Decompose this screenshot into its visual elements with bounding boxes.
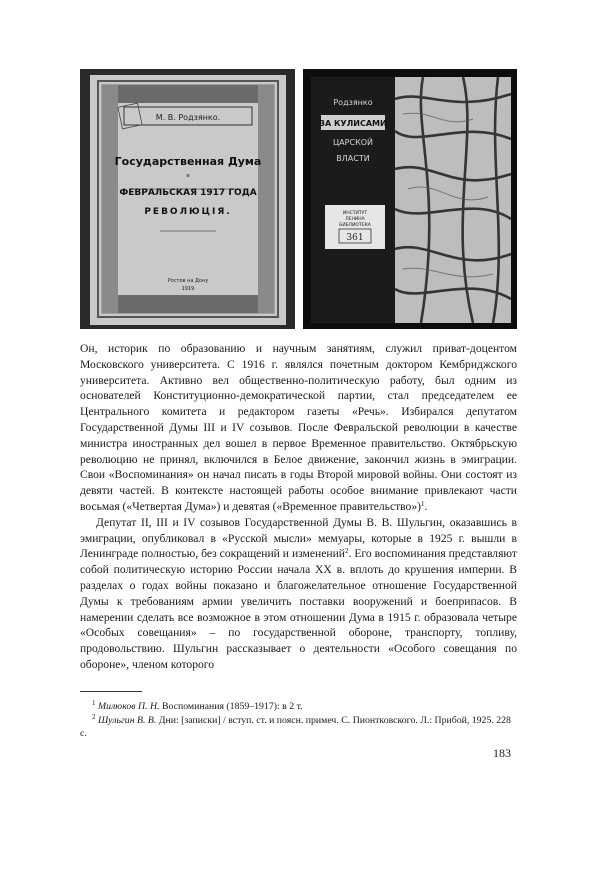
cover-right-title-line2: ЦАРСКОЙ bbox=[332, 138, 374, 147]
cover-left-place: Ростов на Дону bbox=[167, 278, 209, 284]
paragraph-1-text: Он, историк по образованию и научным занятиям, служил приват-доцентом Московского университета. С 1916 г. являлся почетным доктором Кембриджского университета. Активно вел общественно-политическую работу, был одним из основателей Конституционно-демократической партии, стал председателем ее Центрального комитета и редактором газеты «Речь». Избирался депутатом Государственной Думы III и IV созывов. После Февральской революции в качестве министра иностранных дел вошел в первое Временное правительство. Октябрьскую революцию не принял, включился в Белое движение, закончил жизнь в эмиграции. Свои «Воспоминания» он начал писать в годы Второй мировой войны. Они состоят из девяти частей. В контексте настоящей работы особое внимание привлекают части восьмая («Четвертая Дума») и девятая («Временное правительство») bbox=[80, 342, 517, 513]
paragraph-2-text-b: . Его воспоминания представляют собой политическую историю России начала XX в. вплоть до крушения империи. В разделах о годах войны показано и благожелательное отношение Государственной Думы к требованиям армии увеличить поставки вооружений и боеприпасов. В намерении сделать все возможное в этом отношении Дума в 1915 г. образовала четыре «Особых совещания» – по государственной обороне, транспорту, топливу, продовольствию. Шульгин рассказывает о деятельности «Особого совещания по обороне», членом которого bbox=[80, 547, 517, 671]
cover-right-label-number: 361 bbox=[346, 233, 364, 243]
footnote-2 bbox=[80, 714, 517, 741]
cover-left-author: М. В. Родзянко. bbox=[155, 113, 221, 122]
cover-right-title-line1: ЗА КУЛИСАМИ bbox=[319, 119, 387, 128]
footnote-1-text: Воспоминания (1859–1917): в 2 т. bbox=[159, 701, 303, 712]
footnote-ref-2: 2 bbox=[345, 547, 349, 556]
cover-right-label-line3: БИБЛИОТЕКА bbox=[339, 223, 371, 228]
cover-left-title-line3: РЕВОЛЮЦІЯ. bbox=[144, 207, 232, 217]
footnote-1-number: 1 bbox=[92, 699, 96, 707]
paragraph-1 bbox=[80, 341, 517, 515]
body-text bbox=[80, 341, 517, 673]
paragraph-2 bbox=[80, 515, 517, 673]
page-number: 183 bbox=[493, 746, 511, 760]
cover-left-title-small: и bbox=[186, 173, 190, 179]
paragraph-2-text-a: Депутат II, III и IV созывов Государственной Думы В. В. Шульгин, оказавшись в эмиграции, опубликовал в «Русской мысли» мемуары, которые в 1925 г. вышли в Ленинграде полностью, без сокращений и изменений bbox=[80, 515, 517, 561]
cover-left-year: 1919 bbox=[181, 286, 195, 292]
footnote-divider bbox=[80, 691, 142, 692]
footnote-1 bbox=[80, 700, 517, 714]
book-cover-photo-right bbox=[303, 69, 517, 329]
footnotes bbox=[80, 700, 517, 741]
cover-right-author: Родзянко bbox=[333, 98, 373, 107]
footnote-2-number: 2 bbox=[92, 712, 96, 721]
footnote-ref-1: 1 bbox=[421, 499, 425, 508]
cover-right-label-line1: ИНСТИТУТ bbox=[342, 211, 368, 216]
cover-right-title-line3: ВЛАСТИ bbox=[336, 154, 370, 163]
footnote-2-text: Дни: [записки] / вступ. ст. и поясн. примеч. С. Пионтковского. Л.: Прибой, 1925. 228 с. bbox=[80, 714, 511, 740]
cover-left-title-line1: Государственная Дума bbox=[114, 155, 262, 168]
footnote-2-author: Шульгин В. В. bbox=[97, 714, 157, 726]
cover-right-label-line2: ЛЕНИНА bbox=[345, 217, 365, 222]
footnote-1-author: Милюков П. Н. bbox=[97, 701, 160, 712]
paragraph-1-end: . bbox=[424, 499, 428, 513]
book-cover-photo-left bbox=[80, 69, 295, 329]
cover-left-title-line2: ФЕВРАЛЬСКАЯ 1917 ГОДА bbox=[119, 188, 257, 198]
